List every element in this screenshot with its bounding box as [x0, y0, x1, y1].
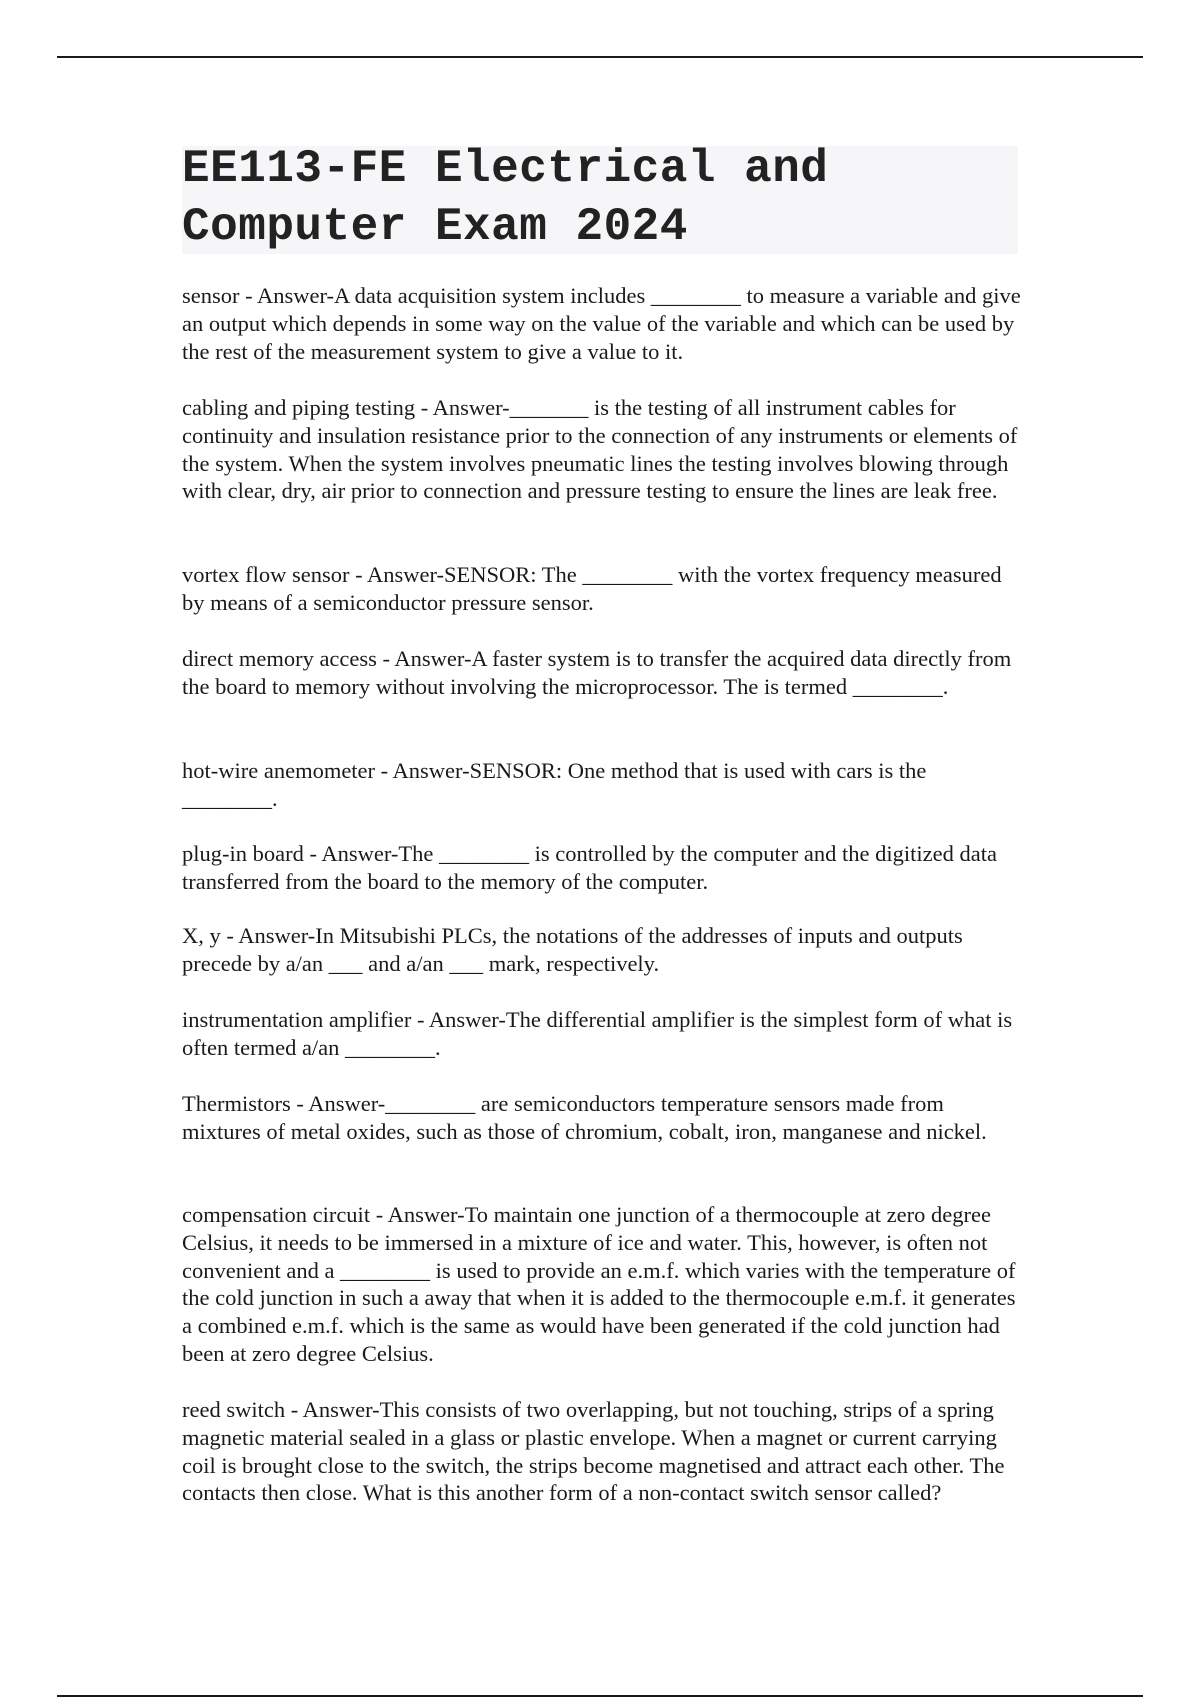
qa-entry-sensor: sensor - Answer-A data acquisition system includes ________ to measure a variable and give an output which depends in some way on the value of the variable and which can be used by the rest of the measurement system to give a value to it.	[182, 283, 1021, 364]
qa-entry-thermistors: Thermistors - Answer-________ are semiconductors temperature sensors made from mixtures of metal oxides, such as those of chromium, cobalt, iron, manganese and nickel.	[182, 1091, 987, 1144]
qa-entry-cabling-testing: cabling and piping testing - Answer-_______ is the testing of all instrument cables for continuity and insulation resistance prior to the connection of any instruments or elements of the system. When the system involves pneumatic lines the testing involves blowing through with clear, dry, air prior to connection and pressure testing to ensure the lines are leak free.	[182, 395, 1018, 504]
qa-entry-plug-in-board: plug-in board - Answer-The ________ is controlled by the computer and the digitized data transferred from the board to the memory of the computer.	[182, 841, 997, 894]
qa-entry-direct-memory-access: direct memory access - Answer-A faster system is to transfer the acquired data directly from the board to memory without involving the microprocessor. The is termed ________.	[182, 646, 1012, 699]
qa-entry-mitsubishi-plc: X, y - Answer-In Mitsubishi PLCs, the notations of the addresses of inputs and outputs precede by a/an ___ and a/an ___ mark, respectively.	[182, 923, 963, 976]
header-rule	[57, 56, 1143, 58]
qa-entry-vortex-flow-sensor: vortex flow sensor - Answer-SENSOR: The ________ with the vortex frequency measured by means of a semiconductor pressure sensor.	[182, 562, 1002, 615]
qa-entry-instrumentation-amplifier: instrumentation amplifier - Answer-The differential amplifier is the simplest form of what is often termed a/an ________.	[182, 1007, 1013, 1060]
qa-entry-compensation-circuit: compensation circuit - Answer-To maintain one junction of a thermocouple at zero degree Celsius, it needs to be immersed in a mixture of ice and water. This, however, is often not convenient and a ________ is used to provide an e.m.f. which varies with the temperature of the cold junction in such a away that when it is added to the thermocouple e.m.f. it generates a combined e.m.f. which is the same as would have been generated if the cold junction had been at zero degree Celsius.	[182, 1202, 1016, 1366]
document-title: EE113-FE Electrical and Computer Exam 2024	[182, 143, 829, 253]
qa-entry-reed-switch: reed switch - Answer-This consists of two overlapping, but not touching, strips of a spring magnetic material sealed in a glass or plastic envelope. When a magnet or current carrying coil is brought close to the switch, the strips become magnetised and attract each other. The contacts then close. What is this another form of a non-contact switch sensor called?	[182, 1397, 1005, 1506]
footer-rule	[57, 1695, 1143, 1697]
qa-entry-hot-wire-anemometer: hot-wire anemometer - Answer-SENSOR: One method that is used with cars is the ________.	[182, 758, 927, 811]
